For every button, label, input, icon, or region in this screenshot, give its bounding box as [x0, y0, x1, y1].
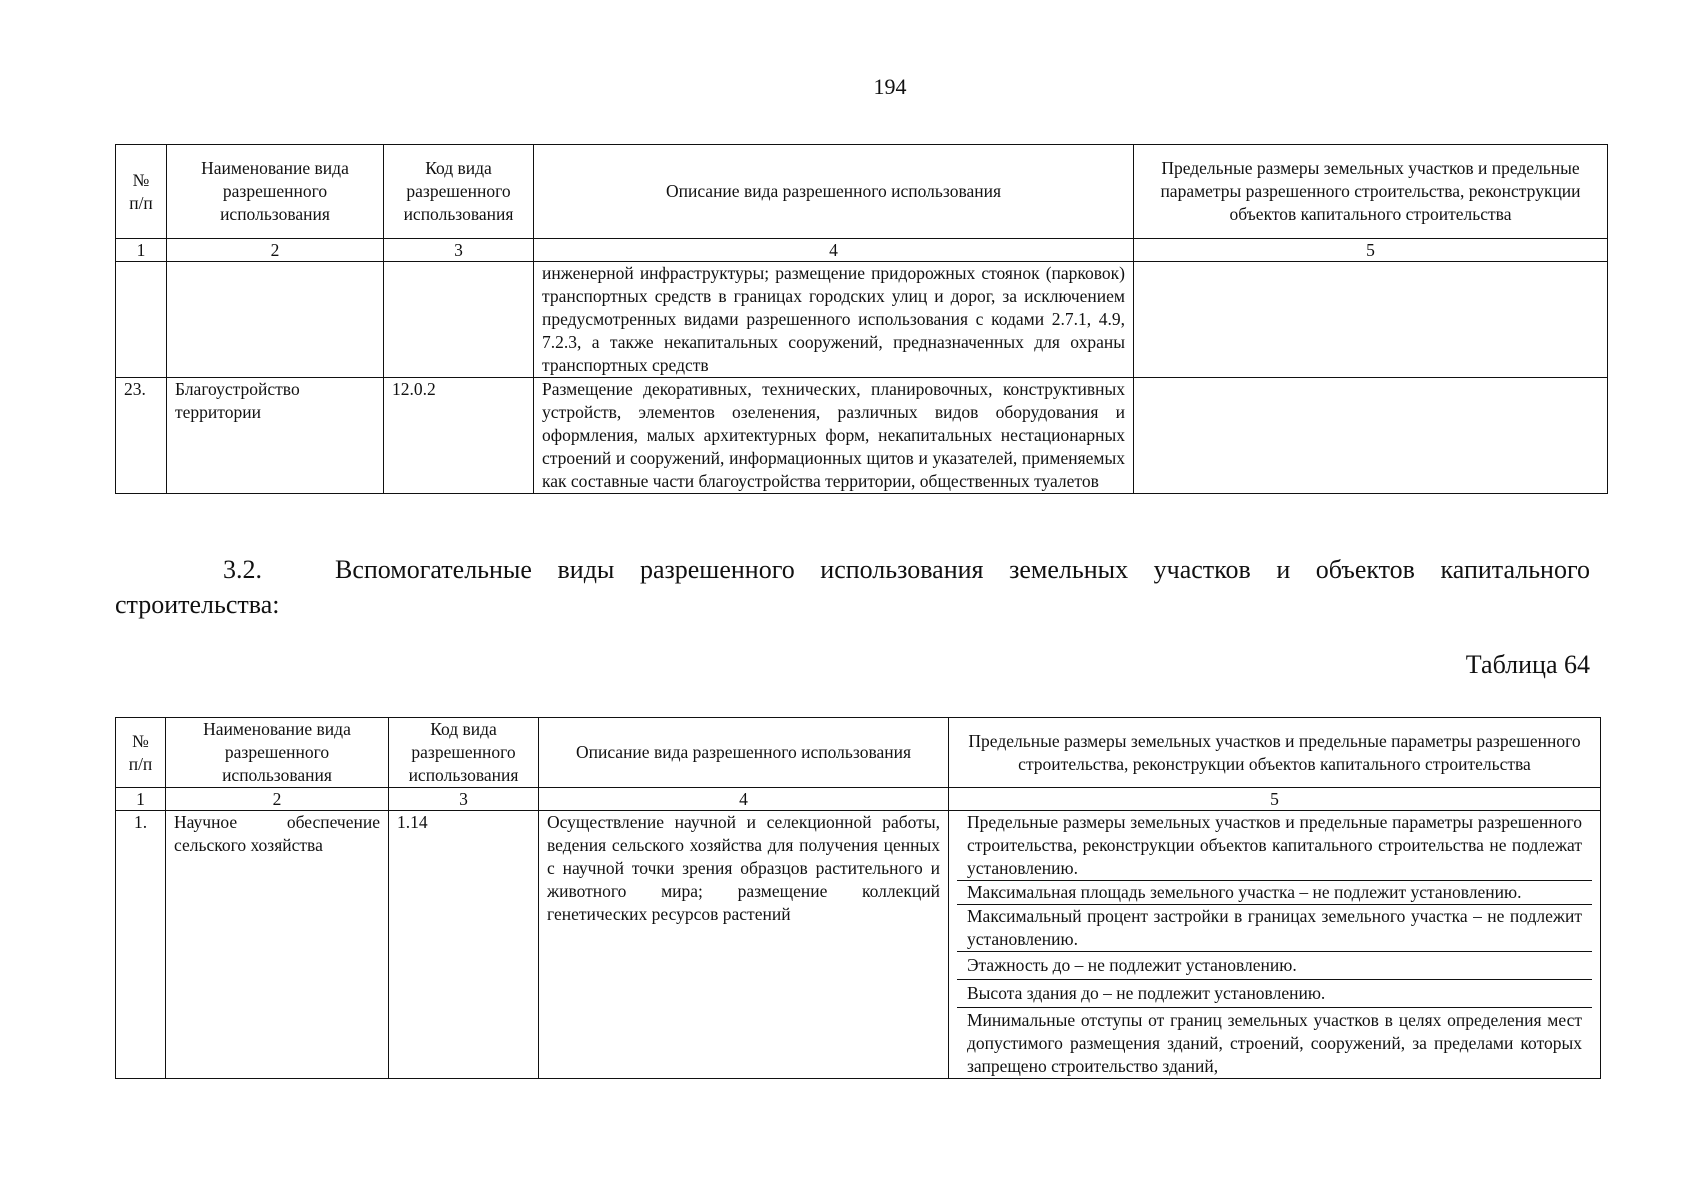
land-use-table-continued [115, 144, 1608, 494]
table-header-row [116, 718, 1601, 788]
row-description: Размещение декоративных, технических, планировочных, конструктивных устройств, элементов озеленения, различных видов оборудования и оформления, малых архитектурных форм, некапитальных нестационарных строений и сооружений, информационных щитов и указателей, применяемых как составные части благоустройства территории, общественных туалетов [534, 378, 1134, 494]
row-name [167, 262, 384, 378]
header-code: Код вида разрешенного использования [384, 145, 534, 239]
table-row [116, 811, 1601, 1079]
column-number: 3 [384, 239, 534, 262]
header-limits: Предельные размеры земельных участков и предельные параметры разрешенного строительства, реконструкции объектов капитального строительства [1134, 145, 1608, 239]
row-limits [1134, 262, 1608, 378]
column-number: 3 [389, 788, 539, 811]
row-limits [949, 811, 1601, 1079]
section-number: 3.2. [223, 555, 262, 584]
column-number: 1 [116, 788, 166, 811]
table-header-row [116, 145, 1608, 239]
column-number-row [116, 788, 1601, 811]
row-limits [1134, 378, 1608, 494]
row-number [116, 262, 167, 378]
section-heading [115, 552, 1590, 622]
header-limits: Предельные размеры земельных участков и предельные параметры разрешенного строительства, реконструкции объектов капитального строительства [949, 718, 1601, 788]
column-number: 4 [534, 239, 1134, 262]
table-row [116, 378, 1608, 494]
column-number-row [116, 239, 1608, 262]
column-number: 1 [116, 239, 167, 262]
row-name: Благоустройство территории [167, 378, 384, 494]
column-number: 4 [539, 788, 949, 811]
row-description: Осуществление научной и селекционной работы, ведения сельского хозяйства для получения ценных с научной точки зрения образцов растительного и животного мира; размещение коллекций генетических ресурсов растений [539, 811, 949, 1079]
row-number: 1. [116, 811, 166, 1079]
limit-item: Максимальный процент застройки в границах земельного участка – не подлежит установлению. [957, 905, 1592, 952]
limit-item: Максимальная площадь земельного участка – не подлежит установлению. [957, 881, 1592, 905]
header-name: Наименование вида разрешенного использования [166, 718, 389, 788]
column-number: 2 [166, 788, 389, 811]
row-name: Научное обеспечение сельского хозяйства [166, 811, 389, 1079]
limit-item: Этажность до – не подлежит установлению. [957, 952, 1592, 980]
limit-item: Предельные размеры земельных участков и предельные параметры разрешенного строительства, реконструкции объектов капитального строительства не подлежат установлению. [957, 811, 1592, 881]
row-description: инженерной инфраструктуры; размещение придорожных стоянок (парковок) транспортных средств в границах городских улиц и дорог, за исключением предусмотренных видами разрешенного использования с кодами 2.7.1, 4.9, 7.2.3, а также некапитальных сооружений, предназначенных для охраны транспортных средств [534, 262, 1134, 378]
limit-item: Высота здания до – не подлежит установлению. [957, 980, 1592, 1008]
section-text: Вспомогательные виды разрешенного использования земельных участков и объектов капитального строительства: [115, 555, 1590, 619]
column-number: 5 [1134, 239, 1608, 262]
column-number: 2 [167, 239, 384, 262]
limit-item: Минимальные отступы от границ земельных участков в целях определения мест допустимого размещения зданий, строений, сооружений, за пределами которых запрещено строительство зданий, [967, 1010, 1582, 1076]
auxiliary-land-use-table [115, 717, 1601, 1079]
header-name: Наименование вида разрешенного использования [167, 145, 384, 239]
table-caption: Таблица 64 [1465, 650, 1590, 679]
row-code: 12.0.2 [384, 378, 534, 494]
page-number: 194 [873, 74, 907, 99]
header-number: № п/п [116, 145, 167, 239]
header-description: Описание вида разрешенного использования [534, 145, 1134, 239]
header-code: Код вида разрешенного использования [389, 718, 539, 788]
column-number: 5 [949, 788, 1601, 811]
row-number: 23. [116, 378, 167, 494]
header-number: № п/п [116, 718, 166, 788]
table-row [116, 262, 1608, 378]
row-code: 1.14 [389, 811, 539, 1079]
row-code [384, 262, 534, 378]
header-description: Описание вида разрешенного использования [539, 718, 949, 788]
